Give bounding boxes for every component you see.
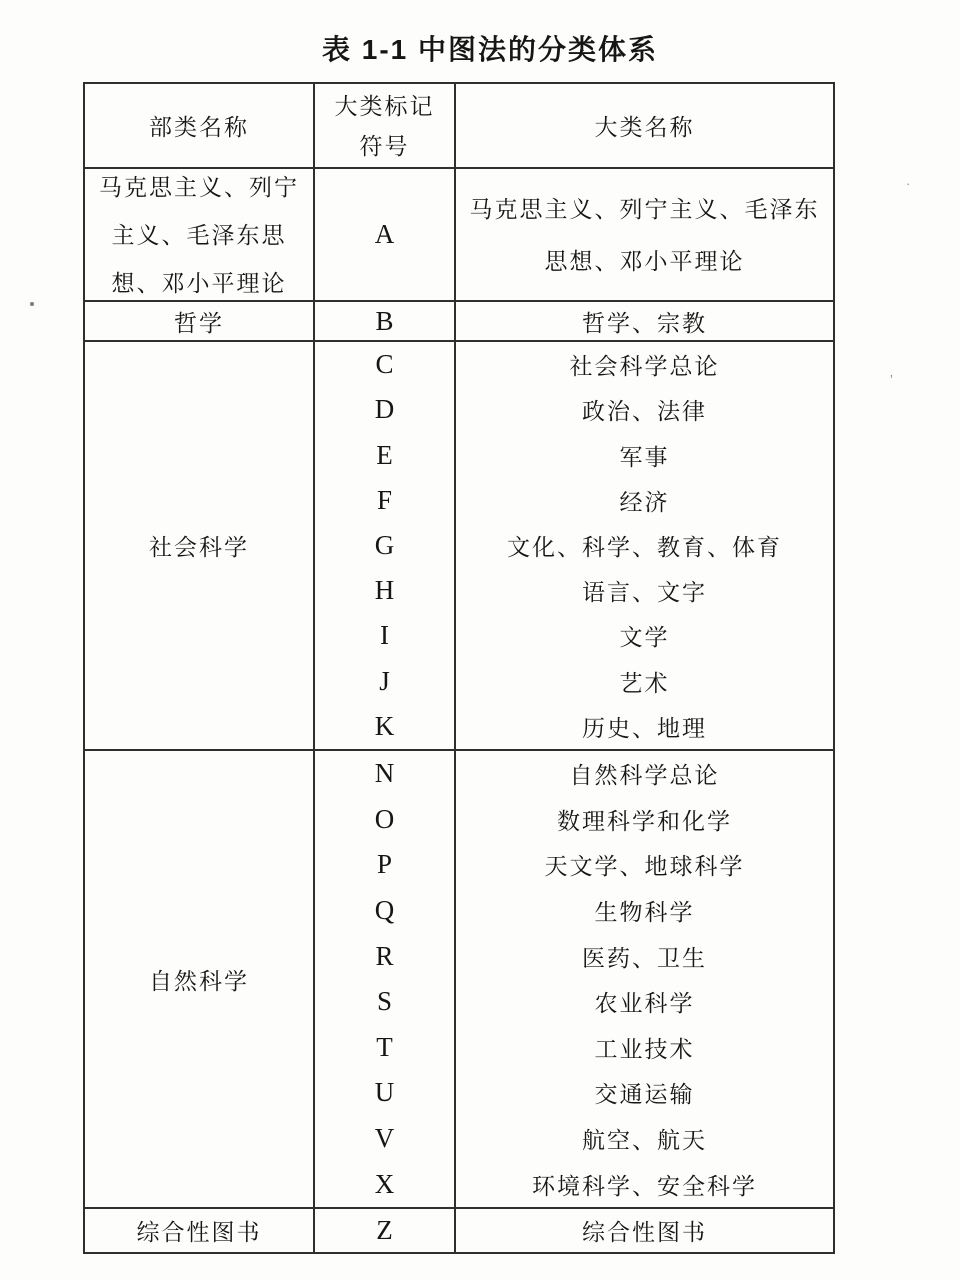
header-code-line2: 符号 — [359, 132, 410, 159]
category-cell: 哲学 — [174, 309, 224, 336]
code-cell: G — [374, 529, 395, 560]
table-section-social-science — [85, 340, 833, 749]
code-cell: E — [376, 439, 393, 470]
code-cell: A — [313, 169, 454, 300]
section-name-column — [454, 751, 833, 1207]
code-cell: O — [374, 803, 395, 834]
class-name-cell: 航空、航天 — [582, 1127, 707, 1154]
code-cell: R — [375, 940, 394, 971]
class-name-cell: 艺术 — [619, 669, 670, 696]
class-name-cell: 数理科学和化学 — [557, 807, 732, 834]
paper-speck — [30, 302, 34, 306]
code-cell: V — [374, 1123, 395, 1154]
class-name-cell: 交通运输 — [594, 1081, 695, 1108]
class-name-cell: 哲学、宗教 — [454, 302, 833, 340]
code-cell: S — [376, 986, 393, 1017]
section-code-column — [313, 342, 454, 749]
class-name-cell: 农业科学 — [594, 990, 695, 1017]
category-cell — [85, 169, 313, 300]
code-cell: Q — [374, 895, 395, 926]
category-cell: 综合性图书 — [136, 1219, 262, 1245]
table-row-z — [85, 1207, 833, 1252]
class-name-cell: 历史、地理 — [582, 714, 707, 741]
code-cell: Z — [313, 1209, 454, 1252]
table-row-b — [85, 300, 833, 340]
section-category-cell: 社会科学 — [149, 534, 249, 560]
class-name-cell — [454, 169, 833, 300]
code-cell: U — [374, 1077, 395, 1108]
code-cell: C — [375, 349, 394, 380]
section-category-cell: 自然科学 — [149, 967, 249, 994]
class-name-cell: 工业技术 — [594, 1035, 695, 1062]
class-name-cell: 政治、法律 — [582, 398, 707, 425]
header-cell-name: 大类名称 — [454, 84, 833, 167]
class-name-cell: 文化、科学、教育、体育 — [507, 533, 782, 560]
table-section-natural-science — [85, 749, 833, 1207]
code-cell: K — [374, 710, 395, 741]
class-name-cell: 文学 — [619, 624, 670, 651]
category-text: 马克思主义、列宁主义、毛泽东思想、邓小平理论 — [99, 173, 299, 296]
code-cell: P — [376, 849, 393, 880]
paper-speck: · — [906, 176, 911, 191]
class-name-cell: 语言、文字 — [582, 579, 707, 606]
code-cell: X — [374, 1168, 395, 1199]
class-name-cell: 天文学、地球科学 — [544, 853, 745, 880]
class-name-cell: 生物科学 — [594, 899, 695, 926]
header-cell-code — [313, 84, 454, 167]
paper-speck: ’ — [890, 372, 893, 387]
code-cell: J — [379, 665, 390, 696]
table-title: 表 1-1 中图法的分类体系 — [321, 34, 659, 65]
section-name-column — [454, 342, 833, 749]
class-name-cell: 自然科学总论 — [569, 762, 720, 789]
code-cell: H — [374, 575, 395, 606]
header-cell-category: 部类名称 — [149, 114, 249, 140]
section-code-column — [313, 751, 454, 1207]
code-cell: T — [376, 1031, 393, 1062]
class-name-cell: 综合性图书 — [454, 1209, 833, 1252]
table-row-a — [85, 167, 833, 300]
classification-table — [83, 82, 835, 1254]
class-name-cell: 社会科学总论 — [569, 353, 720, 380]
code-cell: B — [313, 302, 454, 340]
class-name-cell: 经济 — [619, 488, 670, 515]
header-code-line1: 大类标记 — [334, 92, 435, 119]
code-cell: D — [374, 394, 395, 425]
code-cell: I — [380, 620, 389, 651]
class-name-text: 马克思主义、列宁主义、毛泽东思想、邓小平理论 — [469, 195, 820, 274]
class-name-cell: 军事 — [619, 443, 670, 470]
code-cell: F — [376, 484, 393, 515]
table-header-row — [85, 84, 833, 167]
class-name-cell: 医药、卫生 — [582, 944, 707, 971]
code-cell: N — [374, 758, 395, 789]
class-name-cell: 环境科学、安全科学 — [532, 1172, 757, 1199]
